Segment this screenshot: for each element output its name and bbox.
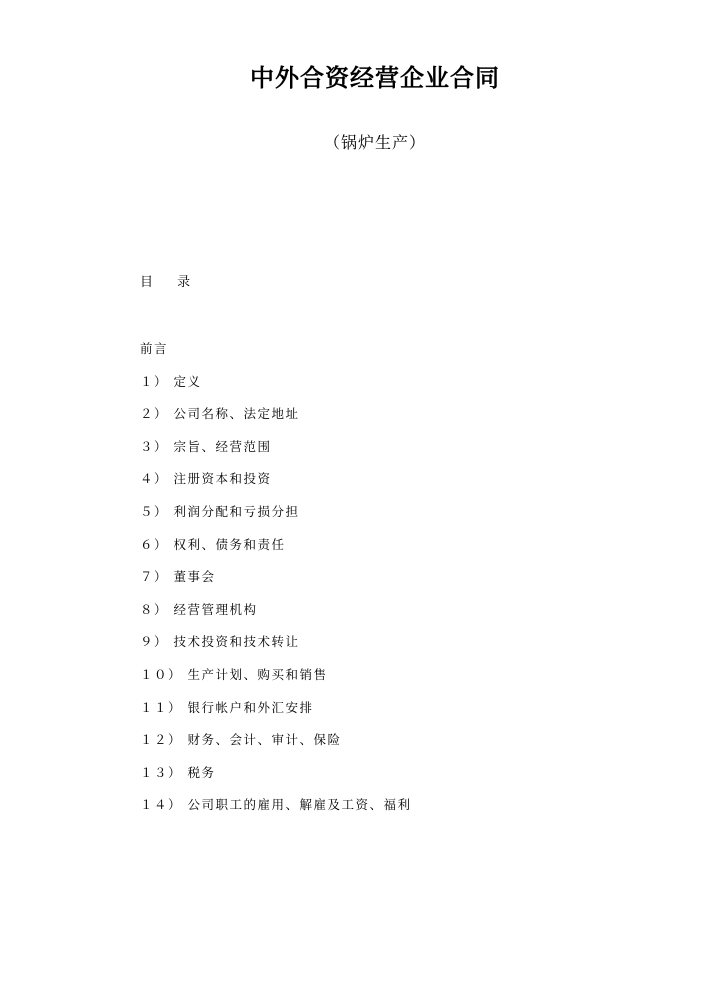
toc-item-preface: 前言: [140, 341, 169, 356]
toc-item: １０） 生产计划、购买和销售: [140, 666, 328, 682]
table-of-contents: [140, 339, 411, 828]
toc-item: １３） 税务: [140, 764, 216, 780]
toc-item: １２） 财务、会计、审计、保险: [140, 732, 342, 748]
document-subtitle: （锅炉生产）: [323, 133, 426, 152]
toc-heading: 目 录: [140, 275, 201, 290]
toc-item: １１） 银行帐户和外汇安排: [140, 699, 314, 715]
toc-item: １４） 公司职工的雇用、解雇及工资、福利: [140, 797, 412, 813]
document-title: 中外合资经营企业合同: [250, 64, 500, 92]
toc-item: ３） 宗旨、经营范围: [140, 438, 272, 454]
toc-item: ６） 权利、债务和责任: [140, 536, 286, 552]
toc-item: １） 定义: [140, 373, 202, 389]
toc-item: ５） 利润分配和亏损分担: [140, 503, 300, 519]
toc-item: ８） 经营管理机构: [140, 601, 258, 617]
toc-item: ２） 公司名称、法定地址: [140, 406, 300, 422]
toc-item: ７） 董事会: [140, 569, 216, 585]
toc-item: ９） 技术投资和技术转让: [140, 634, 300, 650]
toc-item: ４） 注册资本和投资: [140, 471, 272, 487]
